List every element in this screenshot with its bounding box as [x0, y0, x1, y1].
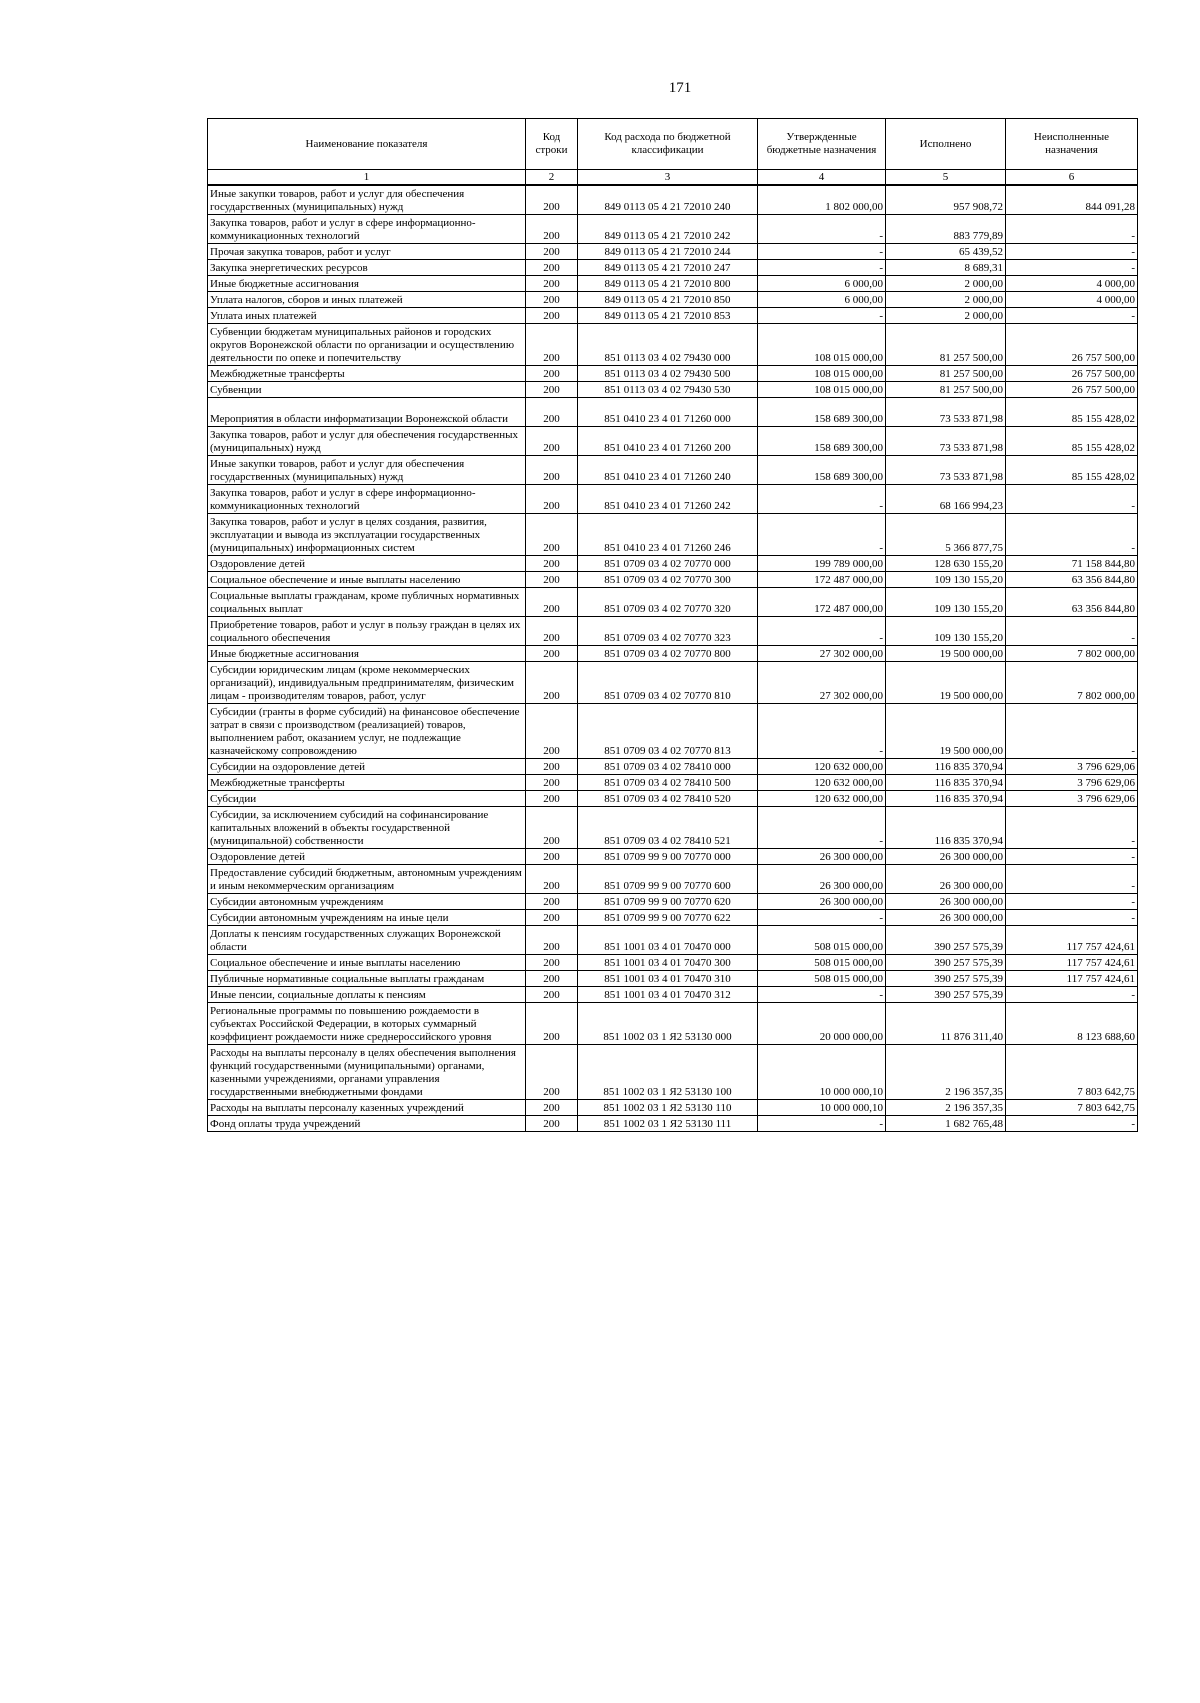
row-executed-amount: 81 257 500,00 — [886, 381, 1006, 397]
row-indicator-name: Субвенции бюджетам муниципальных районов и городских округов Воронежской области по организации и осуществлению деятельности по опеке и попечительству — [208, 323, 526, 365]
row-classification-code: 851 1001 03 4 01 70470 312 — [578, 986, 758, 1002]
table-row — [208, 645, 1138, 661]
row-approved-amount: - — [758, 703, 886, 758]
row-indicator-name: Иные закупки товаров, работ и услуг для обеспечения государственных (муниципальных) нужд — [208, 185, 526, 214]
row-indicator-name: Оздоровление детей — [208, 555, 526, 571]
row-approved-amount: 508 015 000,00 — [758, 925, 886, 954]
column-number: 2 — [526, 170, 578, 186]
row-approved-amount: 108 015 000,00 — [758, 323, 886, 365]
row-indicator-name: Закупка энергетических ресурсов — [208, 259, 526, 275]
row-executed-amount: 81 257 500,00 — [886, 323, 1006, 365]
row-indicator-name: Субсидии, за исключением субсидий на софинансирование капитальных вложений в объекты государственной (муниципальной) собственности — [208, 806, 526, 848]
header-line-code: Код строки — [526, 119, 578, 170]
row-unexecuted-amount: 4 000,00 — [1006, 291, 1138, 307]
column-number: 6 — [1006, 170, 1138, 186]
row-executed-amount: 19 500 000,00 — [886, 703, 1006, 758]
row-line-code: 200 — [526, 214, 578, 243]
row-executed-amount: 2 000,00 — [886, 307, 1006, 323]
row-line-code: 200 — [526, 555, 578, 571]
row-line-code: 200 — [526, 806, 578, 848]
table-row — [208, 397, 1138, 426]
row-unexecuted-amount: - — [1006, 864, 1138, 893]
row-approved-amount: 10 000 000,10 — [758, 1044, 886, 1099]
table-row — [208, 758, 1138, 774]
row-approved-amount: - — [758, 1115, 886, 1131]
row-executed-amount: 390 257 575,39 — [886, 970, 1006, 986]
header-executed: Исполнено — [886, 119, 1006, 170]
row-unexecuted-amount: - — [1006, 1115, 1138, 1131]
row-classification-code: 851 1001 03 4 01 70470 000 — [578, 925, 758, 954]
table-row — [208, 954, 1138, 970]
row-approved-amount: 508 015 000,00 — [758, 954, 886, 970]
row-line-code: 200 — [526, 397, 578, 426]
column-number: 3 — [578, 170, 758, 186]
row-classification-code: 851 0709 03 4 02 70770 813 — [578, 703, 758, 758]
row-classification-code: 851 0709 03 4 02 78410 521 — [578, 806, 758, 848]
row-executed-amount: 26 300 000,00 — [886, 893, 1006, 909]
row-indicator-name: Уплата налогов, сборов и иных платежей — [208, 291, 526, 307]
row-line-code: 200 — [526, 185, 578, 214]
row-indicator-name: Субсидии автономным учреждениям на иные цели — [208, 909, 526, 925]
row-approved-amount: 158 689 300,00 — [758, 397, 886, 426]
table-row — [208, 790, 1138, 806]
row-executed-amount: 65 439,52 — [886, 243, 1006, 259]
row-classification-code: 849 0113 05 4 21 72010 247 — [578, 259, 758, 275]
row-classification-code: 851 0709 03 4 02 70770 810 — [578, 661, 758, 703]
row-unexecuted-amount: 844 091,28 — [1006, 185, 1138, 214]
row-line-code: 200 — [526, 616, 578, 645]
row-line-code: 200 — [526, 970, 578, 986]
table-row — [208, 307, 1138, 323]
row-executed-amount: 8 689,31 — [886, 259, 1006, 275]
row-approved-amount: 27 302 000,00 — [758, 645, 886, 661]
row-unexecuted-amount: 26 757 500,00 — [1006, 323, 1138, 365]
row-executed-amount: 11 876 311,40 — [886, 1002, 1006, 1044]
row-approved-amount: 120 632 000,00 — [758, 758, 886, 774]
row-line-code: 200 — [526, 864, 578, 893]
row-unexecuted-amount: - — [1006, 513, 1138, 555]
row-indicator-name: Межбюджетные трансферты — [208, 774, 526, 790]
row-indicator-name: Публичные нормативные социальные выплаты гражданам — [208, 970, 526, 986]
row-executed-amount: 26 300 000,00 — [886, 864, 1006, 893]
row-line-code: 200 — [526, 758, 578, 774]
table-row — [208, 1099, 1138, 1115]
row-executed-amount: 2 196 357,35 — [886, 1099, 1006, 1115]
row-classification-code: 851 0709 99 9 00 70770 000 — [578, 848, 758, 864]
row-executed-amount: 390 257 575,39 — [886, 954, 1006, 970]
row-classification-code: 851 0113 03 4 02 79430 530 — [578, 381, 758, 397]
row-unexecuted-amount: 3 796 629,06 — [1006, 774, 1138, 790]
row-executed-amount: 1 682 765,48 — [886, 1115, 1006, 1131]
table-body — [208, 185, 1138, 1131]
table-row — [208, 1002, 1138, 1044]
row-line-code: 200 — [526, 1099, 578, 1115]
row-line-code: 200 — [526, 1115, 578, 1131]
table-row — [208, 513, 1138, 555]
row-classification-code: 851 0709 03 4 02 78410 520 — [578, 790, 758, 806]
row-unexecuted-amount: - — [1006, 806, 1138, 848]
row-line-code: 200 — [526, 484, 578, 513]
row-classification-code: 849 0113 05 4 21 72010 800 — [578, 275, 758, 291]
row-indicator-name: Субсидии автономным учреждениям — [208, 893, 526, 909]
table-header-row — [208, 119, 1138, 170]
row-indicator-name: Закупка товаров, работ и услуг в сфере информационно-коммуникационных технологий — [208, 484, 526, 513]
row-unexecuted-amount: 3 796 629,06 — [1006, 758, 1138, 774]
row-line-code: 200 — [526, 848, 578, 864]
column-number-row — [208, 170, 1138, 186]
row-indicator-name: Закупка товаров, работ и услуг для обеспечения государственных (муниципальных) нужд — [208, 426, 526, 455]
table-row — [208, 1115, 1138, 1131]
table-row — [208, 848, 1138, 864]
table-row — [208, 661, 1138, 703]
row-executed-amount: 26 300 000,00 — [886, 848, 1006, 864]
row-classification-code: 851 0410 23 4 01 71260 000 — [578, 397, 758, 426]
row-line-code: 200 — [526, 291, 578, 307]
row-executed-amount: 2 000,00 — [886, 291, 1006, 307]
row-line-code: 200 — [526, 307, 578, 323]
row-approved-amount: 20 000 000,00 — [758, 1002, 886, 1044]
row-indicator-name: Доплаты к пенсиям государственных служащих Воронежской области — [208, 925, 526, 954]
row-indicator-name: Межбюджетные трансферты — [208, 365, 526, 381]
row-line-code: 200 — [526, 1044, 578, 1099]
row-unexecuted-amount: 7 803 642,75 — [1006, 1044, 1138, 1099]
row-unexecuted-amount: 3 796 629,06 — [1006, 790, 1138, 806]
row-approved-amount: - — [758, 986, 886, 1002]
row-unexecuted-amount: 7 803 642,75 — [1006, 1099, 1138, 1115]
row-unexecuted-amount: - — [1006, 986, 1138, 1002]
table-row — [208, 214, 1138, 243]
row-executed-amount: 73 533 871,98 — [886, 426, 1006, 455]
row-executed-amount: 116 835 370,94 — [886, 790, 1006, 806]
row-approved-amount: 120 632 000,00 — [758, 790, 886, 806]
row-classification-code: 851 1002 03 1 Я2 53130 000 — [578, 1002, 758, 1044]
row-unexecuted-amount: - — [1006, 259, 1138, 275]
header-classification-code: Код расхода по бюджетной классификации — [578, 119, 758, 170]
row-executed-amount: 957 908,72 — [886, 185, 1006, 214]
header-indicator-name: Наименование показателя — [208, 119, 526, 170]
table-row — [208, 1044, 1138, 1099]
row-executed-amount: 73 533 871,98 — [886, 397, 1006, 426]
row-executed-amount: 2 196 357,35 — [886, 1044, 1006, 1099]
row-unexecuted-amount: 117 757 424,61 — [1006, 954, 1138, 970]
row-unexecuted-amount: 63 356 844,80 — [1006, 587, 1138, 616]
row-classification-code: 851 0709 99 9 00 70770 600 — [578, 864, 758, 893]
row-line-code: 200 — [526, 661, 578, 703]
row-approved-amount: - — [758, 806, 886, 848]
column-number: 4 — [758, 170, 886, 186]
table-row — [208, 571, 1138, 587]
row-approved-amount: 199 789 000,00 — [758, 555, 886, 571]
row-executed-amount: 128 630 155,20 — [886, 555, 1006, 571]
row-approved-amount: 158 689 300,00 — [758, 426, 886, 455]
row-classification-code: 851 0709 03 4 02 70770 800 — [578, 645, 758, 661]
row-line-code: 200 — [526, 587, 578, 616]
table-row — [208, 616, 1138, 645]
row-indicator-name: Субсидии юридическим лицам (кроме некоммерческих организаций), индивидуальным предпринимателям, физическим лицам - производителям товаров, работ, услуг — [208, 661, 526, 703]
row-unexecuted-amount: 4 000,00 — [1006, 275, 1138, 291]
column-number: 5 — [886, 170, 1006, 186]
row-approved-amount: 26 300 000,00 — [758, 864, 886, 893]
row-approved-amount: - — [758, 513, 886, 555]
row-indicator-name: Иные закупки товаров, работ и услуг для обеспечения государственных (муниципальных) нужд — [208, 455, 526, 484]
row-classification-code: 851 1002 03 1 Я2 53130 111 — [578, 1115, 758, 1131]
row-executed-amount: 116 835 370,94 — [886, 774, 1006, 790]
table-row — [208, 864, 1138, 893]
row-unexecuted-amount: - — [1006, 909, 1138, 925]
budget-execution-table — [207, 118, 1138, 1132]
row-indicator-name: Субвенции — [208, 381, 526, 397]
table-row — [208, 986, 1138, 1002]
row-classification-code: 851 0709 03 4 02 70770 320 — [578, 587, 758, 616]
row-classification-code: 851 0709 99 9 00 70770 620 — [578, 893, 758, 909]
row-line-code: 200 — [526, 365, 578, 381]
row-unexecuted-amount: 85 155 428,02 — [1006, 455, 1138, 484]
row-approved-amount: 508 015 000,00 — [758, 970, 886, 986]
row-line-code: 200 — [526, 426, 578, 455]
row-classification-code: 851 0709 99 9 00 70770 622 — [578, 909, 758, 925]
row-line-code: 200 — [526, 275, 578, 291]
row-executed-amount: 109 130 155,20 — [886, 587, 1006, 616]
row-line-code: 200 — [526, 925, 578, 954]
row-executed-amount: 68 166 994,23 — [886, 484, 1006, 513]
row-executed-amount: 5 366 877,75 — [886, 513, 1006, 555]
row-classification-code: 851 1001 03 4 01 70470 300 — [578, 954, 758, 970]
row-indicator-name: Иные пенсии, социальные доплаты к пенсиям — [208, 986, 526, 1002]
row-unexecuted-amount: 85 155 428,02 — [1006, 426, 1138, 455]
row-line-code: 200 — [526, 645, 578, 661]
header-unexecuted: Неисполненные назначения — [1006, 119, 1138, 170]
row-executed-amount: 26 300 000,00 — [886, 909, 1006, 925]
row-indicator-name: Региональные программы по повышению рождаемости в субъектах Российской Федерации, в которых суммарный коэффициент рождаемости ниже среднероссийского уровня — [208, 1002, 526, 1044]
row-approved-amount: - — [758, 214, 886, 243]
row-unexecuted-amount: 26 757 500,00 — [1006, 381, 1138, 397]
row-line-code: 200 — [526, 455, 578, 484]
row-unexecuted-amount: 8 123 688,60 — [1006, 1002, 1138, 1044]
row-classification-code: 851 0709 03 4 02 70770 323 — [578, 616, 758, 645]
row-indicator-name: Расходы на выплаты персоналу казенных учреждений — [208, 1099, 526, 1115]
row-executed-amount: 2 000,00 — [886, 275, 1006, 291]
table-row — [208, 381, 1138, 397]
row-approved-amount: - — [758, 307, 886, 323]
row-classification-code: 849 0113 05 4 21 72010 244 — [578, 243, 758, 259]
row-approved-amount: - — [758, 616, 886, 645]
row-classification-code: 851 0709 03 4 02 70770 300 — [578, 571, 758, 587]
column-number: 1 — [208, 170, 526, 186]
row-classification-code: 851 1002 03 1 Я2 53130 100 — [578, 1044, 758, 1099]
row-executed-amount: 19 500 000,00 — [886, 645, 1006, 661]
table-row — [208, 243, 1138, 259]
header-approved: Утвержденные бюджетные назначения — [758, 119, 886, 170]
row-indicator-name: Субсидии (гранты в форме субсидий) на финансовое обеспечение затрат в связи с производством (реализацией) товаров, выполнением работ, оказанием услуг, не подлежащие казначейскому сопровождению — [208, 703, 526, 758]
row-approved-amount: - — [758, 243, 886, 259]
row-line-code: 200 — [526, 243, 578, 259]
row-approved-amount: - — [758, 484, 886, 513]
row-approved-amount: 172 487 000,00 — [758, 571, 886, 587]
row-classification-code: 851 0709 03 4 02 70770 000 — [578, 555, 758, 571]
row-unexecuted-amount: - — [1006, 616, 1138, 645]
row-unexecuted-amount: 63 356 844,80 — [1006, 571, 1138, 587]
row-approved-amount: 108 015 000,00 — [758, 381, 886, 397]
row-classification-code: 851 0709 03 4 02 78410 500 — [578, 774, 758, 790]
row-unexecuted-amount: 117 757 424,61 — [1006, 925, 1138, 954]
row-classification-code: 851 0113 03 4 02 79430 500 — [578, 365, 758, 381]
table-row — [208, 455, 1138, 484]
row-line-code: 200 — [526, 323, 578, 365]
row-executed-amount: 81 257 500,00 — [886, 365, 1006, 381]
table-row — [208, 703, 1138, 758]
row-line-code: 200 — [526, 513, 578, 555]
row-line-code: 200 — [526, 703, 578, 758]
row-executed-amount: 116 835 370,94 — [886, 758, 1006, 774]
row-approved-amount: 1 802 000,00 — [758, 185, 886, 214]
table-row — [208, 893, 1138, 909]
row-indicator-name: Социальное обеспечение и иные выплаты населению — [208, 954, 526, 970]
table-row — [208, 275, 1138, 291]
table-row — [208, 925, 1138, 954]
row-classification-code: 849 0113 05 4 21 72010 240 — [578, 185, 758, 214]
row-classification-code: 849 0113 05 4 21 72010 850 — [578, 291, 758, 307]
row-line-code: 200 — [526, 909, 578, 925]
row-approved-amount: 27 302 000,00 — [758, 661, 886, 703]
row-executed-amount: 109 130 155,20 — [886, 616, 1006, 645]
row-classification-code: 851 1001 03 4 01 70470 310 — [578, 970, 758, 986]
row-approved-amount: 26 300 000,00 — [758, 848, 886, 864]
row-indicator-name: Иные бюджетные ассигнования — [208, 645, 526, 661]
row-executed-amount: 390 257 575,39 — [886, 986, 1006, 1002]
row-classification-code: 851 0709 03 4 02 78410 000 — [578, 758, 758, 774]
row-indicator-name: Оздоровление детей — [208, 848, 526, 864]
row-indicator-name: Предоставление субсидий бюджетным, автономным учреждениям и иным некоммерческим организациям — [208, 864, 526, 893]
row-classification-code: 851 0410 23 4 01 71260 240 — [578, 455, 758, 484]
table-row — [208, 909, 1138, 925]
row-unexecuted-amount: - — [1006, 893, 1138, 909]
table-row — [208, 185, 1138, 214]
row-unexecuted-amount: - — [1006, 484, 1138, 513]
row-executed-amount: 390 257 575,39 — [886, 925, 1006, 954]
table-row — [208, 484, 1138, 513]
row-line-code: 200 — [526, 259, 578, 275]
table-row — [208, 426, 1138, 455]
row-line-code: 200 — [526, 381, 578, 397]
row-unexecuted-amount: 26 757 500,00 — [1006, 365, 1138, 381]
row-classification-code: 851 0410 23 4 01 71260 246 — [578, 513, 758, 555]
row-approved-amount: 158 689 300,00 — [758, 455, 886, 484]
row-approved-amount: 108 015 000,00 — [758, 365, 886, 381]
row-executed-amount: 883 779,89 — [886, 214, 1006, 243]
row-line-code: 200 — [526, 571, 578, 587]
row-unexecuted-amount: - — [1006, 214, 1138, 243]
row-executed-amount: 109 130 155,20 — [886, 571, 1006, 587]
row-approved-amount: 26 300 000,00 — [758, 893, 886, 909]
row-approved-amount: 120 632 000,00 — [758, 774, 886, 790]
row-unexecuted-amount: 7 802 000,00 — [1006, 661, 1138, 703]
row-unexecuted-amount: 117 757 424,61 — [1006, 970, 1138, 986]
row-classification-code: 851 0113 03 4 02 79430 000 — [578, 323, 758, 365]
row-unexecuted-amount: - — [1006, 307, 1138, 323]
row-indicator-name: Фонд оплаты труда учреждений — [208, 1115, 526, 1131]
row-line-code: 200 — [526, 774, 578, 790]
row-indicator-name: Субсидии на оздоровление детей — [208, 758, 526, 774]
row-approved-amount: 172 487 000,00 — [758, 587, 886, 616]
row-unexecuted-amount: - — [1006, 848, 1138, 864]
row-indicator-name: Мероприятия в области информатизации Воронежской области — [208, 397, 526, 426]
row-approved-amount: - — [758, 909, 886, 925]
row-indicator-name: Приобретение товаров, работ и услуг в пользу граждан в целях их социального обеспечения — [208, 616, 526, 645]
row-indicator-name: Закупка товаров, работ и услуг в сфере информационно-коммуникационных технологий — [208, 214, 526, 243]
row-unexecuted-amount: - — [1006, 243, 1138, 259]
row-approved-amount: 6 000,00 — [758, 291, 886, 307]
row-executed-amount: 116 835 370,94 — [886, 806, 1006, 848]
row-indicator-name: Прочая закупка товаров, работ и услуг — [208, 243, 526, 259]
page-number: 171 — [668, 80, 692, 96]
table-row — [208, 806, 1138, 848]
row-line-code: 200 — [526, 1002, 578, 1044]
row-indicator-name: Социальные выплаты гражданам, кроме публичных нормативных социальных выплат — [208, 587, 526, 616]
row-executed-amount: 19 500 000,00 — [886, 661, 1006, 703]
table-row — [208, 291, 1138, 307]
row-indicator-name: Уплата иных платежей — [208, 307, 526, 323]
row-classification-code: 851 0410 23 4 01 71260 200 — [578, 426, 758, 455]
table-row — [208, 555, 1138, 571]
row-line-code: 200 — [526, 893, 578, 909]
row-unexecuted-amount: 71 158 844,80 — [1006, 555, 1138, 571]
row-unexecuted-amount: 85 155 428,02 — [1006, 397, 1138, 426]
table-row — [208, 323, 1138, 365]
row-line-code: 200 — [526, 790, 578, 806]
row-unexecuted-amount: - — [1006, 703, 1138, 758]
row-indicator-name: Закупка товаров, работ и услуг в целях создания, развития, эксплуатации и вывода из эксплуатации государственных (муниципальных) информационных систем — [208, 513, 526, 555]
row-classification-code: 851 1002 03 1 Я2 53130 110 — [578, 1099, 758, 1115]
row-indicator-name: Расходы на выплаты персоналу в целях обеспечения выполнения функций государственными (муниципальными) органами, казенными учреждениями, органами управления государственными внебюджетными фондами — [208, 1044, 526, 1099]
table-row — [208, 774, 1138, 790]
row-executed-amount: 73 533 871,98 — [886, 455, 1006, 484]
row-approved-amount: 10 000 000,10 — [758, 1099, 886, 1115]
table-row — [208, 970, 1138, 986]
row-indicator-name: Социальное обеспечение и иные выплаты населению — [208, 571, 526, 587]
row-classification-code: 849 0113 05 4 21 72010 853 — [578, 307, 758, 323]
row-line-code: 200 — [526, 986, 578, 1002]
table-row — [208, 587, 1138, 616]
row-indicator-name: Субсидии — [208, 790, 526, 806]
table-row — [208, 259, 1138, 275]
row-classification-code: 851 0410 23 4 01 71260 242 — [578, 484, 758, 513]
row-approved-amount: - — [758, 259, 886, 275]
row-line-code: 200 — [526, 954, 578, 970]
row-unexecuted-amount: 7 802 000,00 — [1006, 645, 1138, 661]
row-approved-amount: 6 000,00 — [758, 275, 886, 291]
row-indicator-name: Иные бюджетные ассигнования — [208, 275, 526, 291]
table-row — [208, 365, 1138, 381]
row-classification-code: 849 0113 05 4 21 72010 242 — [578, 214, 758, 243]
